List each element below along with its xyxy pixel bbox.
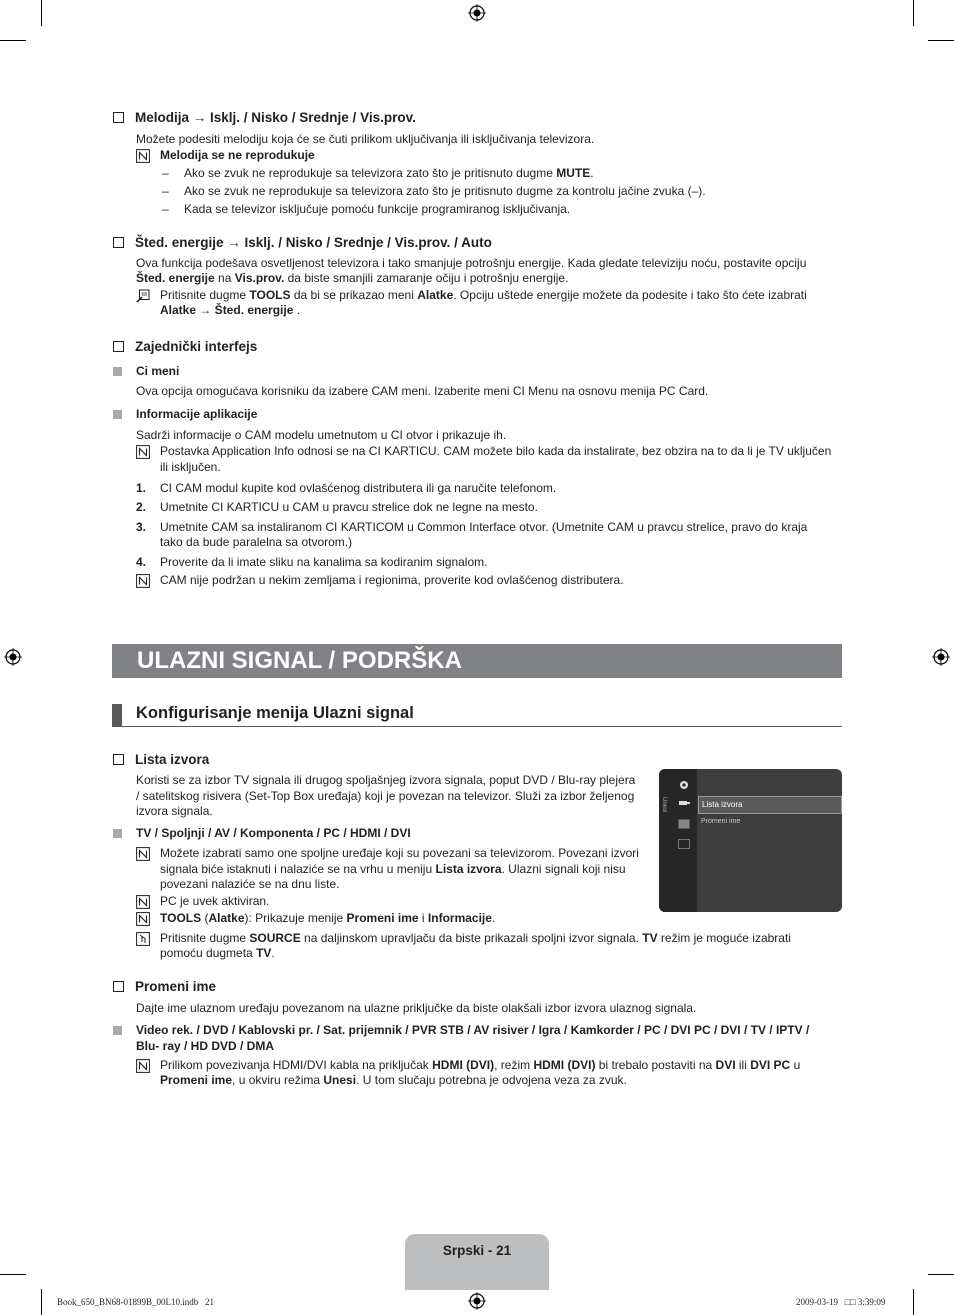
square-bullet-icon bbox=[113, 410, 122, 419]
registration-mark-icon bbox=[468, 4, 486, 22]
ci-step: 4. Proverite da li imate sliku na kanalima sa kodiranim signalom. bbox=[136, 555, 488, 569]
section-title-bar bbox=[112, 644, 842, 678]
osd-menu-screenshot bbox=[659, 769, 842, 912]
promeni-sub-line2: Blu- ray / HD DVD / DMA bbox=[136, 1039, 275, 1053]
ci-note-2: CAM nije podržan u nekim zemljama i regionima, proverite kod ovlašćenog distributera. bbox=[136, 573, 624, 589]
melodija-item: – Ako se zvuk ne reprodukuje sa televizora zato što je pritisnuto dugme MUTE. bbox=[162, 166, 594, 180]
note-icon bbox=[136, 574, 150, 588]
checkbox-bullet-icon bbox=[113, 341, 124, 352]
sted-desc-line2: Šted. energije na Vis.prov. da biste smanjili zamaranje očiju i potrošnju energije. bbox=[136, 271, 569, 285]
sted-desc-line1: Ova funkcija podešava osvetljenost televizora i tako smanjuje potrošnju energije. Kada gledate televiziju noću, postavite opciju bbox=[136, 256, 807, 270]
square-bullet-icon bbox=[113, 829, 122, 838]
lista-note-4-line2: pomoću dugmeta TV. bbox=[160, 946, 275, 960]
note-icon bbox=[136, 895, 150, 909]
melodija-heading: Melodija → Isklj. / Nisko / Srednje / Vis.prov. bbox=[113, 110, 416, 125]
lista-desc-line: izvora signala. bbox=[136, 804, 213, 818]
crop-mark bbox=[913, 0, 914, 26]
crop-mark bbox=[928, 40, 954, 41]
osd-side-label: Unesi bbox=[661, 797, 667, 813]
crop-mark bbox=[0, 40, 26, 41]
lista-note-1: Možete izabrati samo one spoljne uređaje koji su povezani sa televizorom. Povezani izvori bbox=[136, 846, 639, 862]
ci-step: 1. CI CAM modul kupite kod ovlašćenog distributera ili ga naručite telefonom. bbox=[136, 481, 557, 495]
square-bullet-icon bbox=[113, 367, 122, 376]
note-icon bbox=[136, 445, 150, 459]
promeni-note-line2: Promeni ime, u okviru režima Unesi. U tom slučaju potrebna je odvojena veza za zvuk. bbox=[160, 1073, 627, 1087]
subsection-title: Konfigurisanje menija Ulazni signal bbox=[136, 704, 414, 722]
note-icon bbox=[136, 912, 150, 926]
registration-mark-icon bbox=[468, 1292, 486, 1310]
ci-info-title: Informacije aplikacije bbox=[113, 407, 257, 423]
tools-tip-icon bbox=[136, 289, 150, 303]
ci-note-1-line2: ili isključen. bbox=[160, 460, 221, 474]
lista-note-3: TOOLS (Alatke): Prikazuje menije Promeni ime i Informacije. bbox=[136, 911, 495, 927]
sted-tip: Pritisnite dugme TOOLS da bi se prikazao meni Alatke. Opciju uštede energije možete da podesite i tako što ćete izabrati bbox=[136, 288, 807, 304]
ci-step: 2. Umetnite CI KARTICU u CAM u pravcu strelice dok ne legne na mesto. bbox=[136, 500, 538, 514]
input-plug-icon bbox=[678, 798, 690, 808]
ci-info-desc: Sadrži informacije o CAM modelu umetnutom u CI otvor i prikazuje ih. bbox=[136, 428, 507, 442]
lista-desc-line: Koristi se za izbor TV signala ili drugog spoljašnjeg izvora signala, poput DVD / Blu-ray plejera bbox=[136, 773, 636, 787]
osd-item-lista-izvora: Lista izvora bbox=[702, 800, 743, 809]
footer-file-info: Book_650_BN68-01899B_00L10.indb 21 bbox=[57, 1297, 215, 1307]
promeni-desc: Dajte ime ulaznom uređaju povezanom na ulazne priključke da biste olakšali izbor izvora ulaznog signala. bbox=[136, 1001, 697, 1015]
page-number-tab bbox=[405, 1234, 549, 1290]
melodija-item: – Ako se zvuk ne reprodukuje sa televizora zato što je pritisnuto dugme za kontrolu jačine zvuka (–). bbox=[162, 184, 706, 198]
lista-heading: Lista izvora bbox=[113, 752, 209, 767]
page-number: Srpski - 21 bbox=[442, 1243, 512, 1258]
ci-step: 3. Umetnite CAM sa instaliranom CI KARTICOM u Common Interface otvor. (Umetnite CAM u pravcu strelice, pravo do kraja bbox=[136, 520, 808, 534]
checkbox-bullet-icon bbox=[113, 754, 124, 765]
melodija-item: – Kada se televizor isključuje pomoću funkcije programiranog isključivanja. bbox=[162, 202, 571, 216]
promeni-note: Prilikom povezivanja HDMI/DVI kabla na priključak HDMI (DVI), režim HDMI (DVI) bi trebalo postaviti na DVI ili DVI PC u bbox=[136, 1058, 800, 1074]
ci-step-continued: tako da bude paralelna sa otvorom.) bbox=[160, 535, 353, 549]
crop-mark bbox=[41, 1289, 42, 1315]
lista-sub-title: TV / Spoljnji / AV / Komponenta / PC / HDMI / DVI bbox=[113, 826, 411, 842]
crop-mark bbox=[0, 1274, 26, 1275]
melodija-desc: Možete podesiti melodiju koja će se čuti prilikom uključivanja ili isključivanja televizora. bbox=[136, 132, 595, 146]
lista-note-1-line3: povezani nalaziće se na dnu liste. bbox=[160, 877, 340, 891]
lista-note-1-line2: signala biće istaknuti i nalaziće se na vrhu u meniju Lista izvora. Ulazni signali koji nisu bbox=[160, 862, 626, 876]
support-icon bbox=[678, 839, 690, 849]
crop-mark bbox=[41, 0, 42, 26]
gear-icon bbox=[678, 779, 690, 791]
lista-desc-line: / satelitskog risivera (Set-Top Box uređaja) koji je povezan na televizor. Služi za izbor željenog bbox=[136, 789, 635, 803]
app-icon bbox=[678, 819, 690, 829]
subsection-marker bbox=[112, 704, 122, 726]
ci-meni-desc: Ova opcija omogućava korisniku da izabere CAM meni. Izaberite meni CI Menu na osnovu menija PC Card. bbox=[136, 384, 709, 398]
lista-note-2: PC je uvek aktiviran. bbox=[136, 894, 269, 910]
crop-mark bbox=[928, 1274, 954, 1275]
note-icon bbox=[136, 149, 150, 163]
remote-icon bbox=[136, 932, 150, 946]
checkbox-bullet-icon bbox=[113, 112, 124, 123]
ci-meni-title: Ci meni bbox=[113, 364, 179, 380]
registration-mark-icon bbox=[932, 648, 950, 666]
promeni-sub-title: Video rek. / DVD / Kablovski pr. / Sat. prijemnik / PVR STB / AV risiver / Igra / Kamkorder / PC / DVI PC / DVI / TV / IPTV / bbox=[113, 1023, 809, 1039]
checkbox-bullet-icon bbox=[113, 981, 124, 992]
footer-date-info: 2009-03-19 □□ 3:39:09 bbox=[796, 1297, 886, 1307]
crop-mark bbox=[913, 1289, 914, 1315]
osd-item-promeni-ime[interactable]: Promeni ime bbox=[701, 818, 741, 825]
subsection-underline bbox=[112, 726, 842, 727]
ci-heading: Zajednički interfejs bbox=[113, 339, 257, 354]
note-icon bbox=[136, 847, 150, 861]
promeni-heading: Promeni ime bbox=[113, 979, 216, 994]
lista-note-4: Pritisnite dugme SOURCE na daljinskom upravljaču da biste prikazali spoljni izvor signala. TV režim je moguće izabrati bbox=[136, 931, 791, 947]
checkbox-bullet-icon bbox=[113, 237, 124, 248]
note-icon bbox=[136, 1059, 150, 1073]
section-title: ULAZNI SIGNAL / PODRŠKA bbox=[137, 647, 462, 674]
registration-mark-icon bbox=[4, 648, 22, 666]
sted-tip-line2: Alatke → Šted. energije . bbox=[160, 303, 301, 317]
osd-highlight-row[interactable] bbox=[698, 796, 842, 814]
melodija-note: Melodija se ne reprodukuje bbox=[136, 148, 315, 164]
sted-heading: Šted. energije → Isklj. / Nisko / Srednje / Vis.prov. / Auto bbox=[113, 235, 492, 250]
square-bullet-icon bbox=[113, 1026, 122, 1035]
ci-note-1: Postavka Application Info odnosi se na CI KARTICU. CAM možete bilo kada da instalirate, bez obzira na to da li je TV uključen bbox=[136, 444, 831, 460]
